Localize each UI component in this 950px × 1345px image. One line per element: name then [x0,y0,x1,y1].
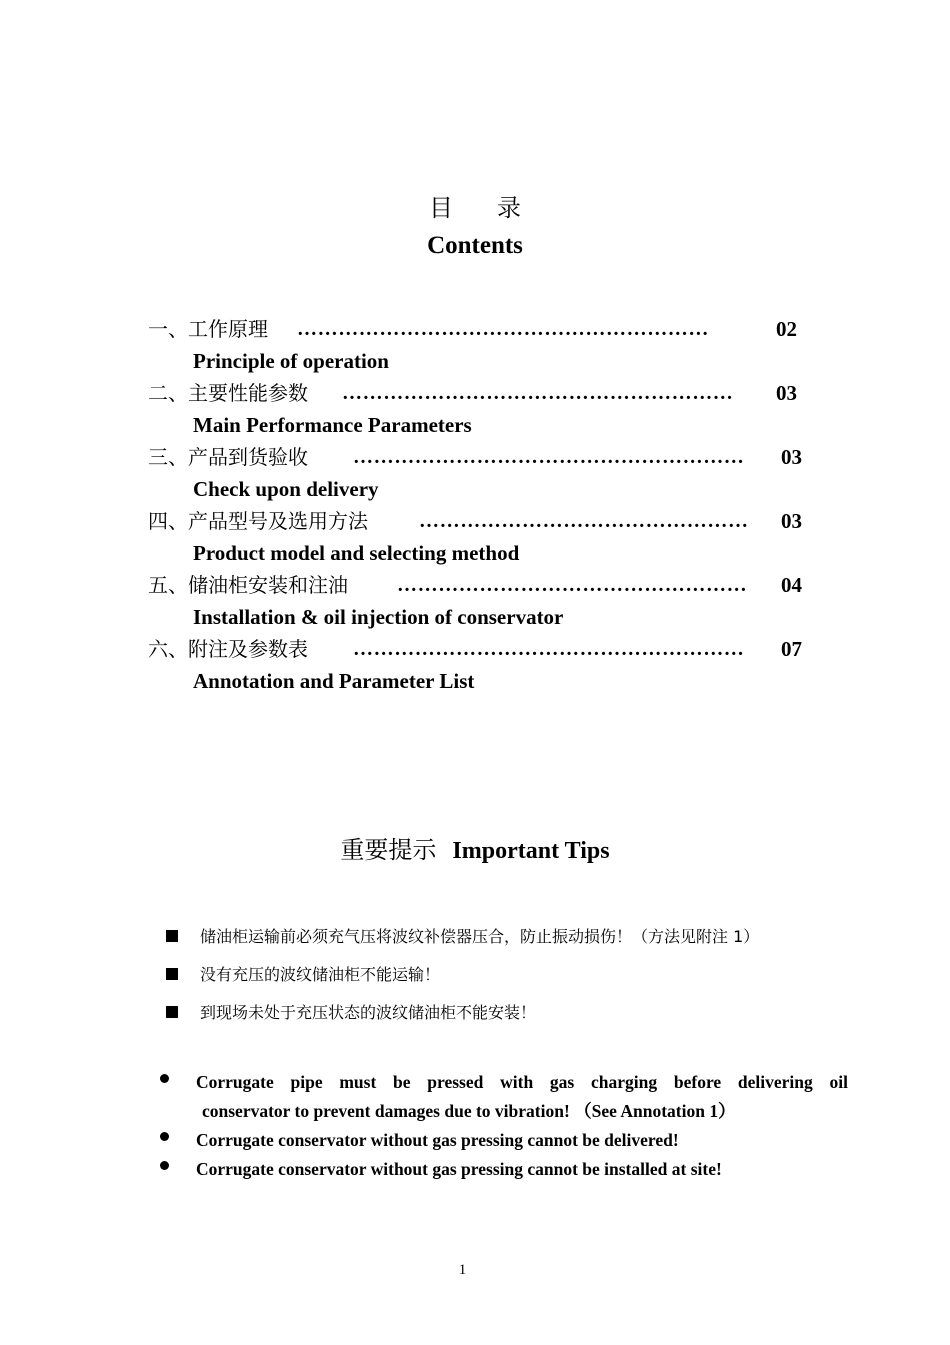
tip-item-english [160,1126,850,1155]
toc-page-number: 03 [776,381,797,405]
toc-entry-chinese: 五、储油柜安装和注油 [148,573,348,597]
toc-page-number: 03 [781,445,802,469]
tip-text-line: Corrugate conservator without gas pressing cannot be installed at site! [196,1159,722,1179]
toc-entry-english: Check upon delivery [193,477,379,501]
square-bullet-icon [166,968,178,980]
square-bullet-icon [166,930,178,942]
toc-leader-dots: …………………………………………………… [297,318,709,340]
tip-text-line: Corrugate pipe must be pressed with gas charging before delivering oil [196,1072,848,1092]
toc-leader-dots: ………………………………………… [419,510,749,532]
bullet-dot-icon [160,1161,169,1170]
bullet-dot-icon [160,1074,169,1083]
toc-page-number: 02 [776,317,797,341]
toc-leader-dots: ………………………………………………… [353,638,745,660]
page-title-chinese: 目录 [429,194,565,222]
tip-text-line: Corrugate conservator without gas pressing cannot be delivered! [196,1130,679,1150]
tip-text-line: conservator to prevent damages due to vibration! （See Annotation 1） [202,1101,736,1121]
tips-heading-english: Important Tips [452,838,610,864]
tip-item-english [160,1068,850,1126]
toc-entry [0,314,950,344]
page-number: 1 [458,1262,467,1278]
toc-entry-chinese: 六、附注及参数表 [148,637,308,661]
tip-text: 储油柜运输前必须充气压将波纹补偿器压合，防止振动损伤！（方法见附注 1） [200,927,760,946]
toc-page-number: 03 [781,509,802,533]
tips-heading [0,830,950,865]
toc-entry [0,506,950,536]
toc-entry [0,442,950,472]
toc-entry-english: Annotation and Parameter List [193,669,475,693]
toc-entry-english: Principle of operation [193,349,389,373]
toc-entry-english: Installation & oil injection of conservator [193,605,564,629]
tips-heading-chinese: 重要提示 [340,836,437,864]
tip-item-english [160,1155,850,1184]
toc-entry [0,634,950,664]
tip-text: 到现场未处于充压状态的波纹储油柜不能安装！ [200,1003,537,1022]
toc-page-number: 04 [781,573,802,597]
bullet-dot-icon [160,1132,169,1141]
toc-page-number: 07 [781,637,802,661]
toc-entry [0,570,950,600]
square-bullet-icon [166,1006,178,1018]
toc-entry-chinese: 三、产品到货验收 [148,445,308,469]
toc-entry-chinese: 一、工作原理 [148,317,268,341]
toc-entry-chinese: 二、主要性能参数 [148,381,308,405]
toc-leader-dots: …………………………………………… [397,574,748,596]
toc-entry-english: Main Performance Parameters [193,413,472,437]
toc-entry-chinese: 四、产品型号及选用方法 [148,509,368,533]
toc-leader-dots: ………………………………………………… [353,446,745,468]
toc-leader-dots: ………………………………………………… [342,382,734,404]
toc-entry-english: Product model and selecting method [193,541,520,565]
page-title-english: Contents [427,232,523,259]
tip-text: 没有充压的波纹储油柜不能运输！ [200,965,441,984]
toc-entry [0,378,950,408]
